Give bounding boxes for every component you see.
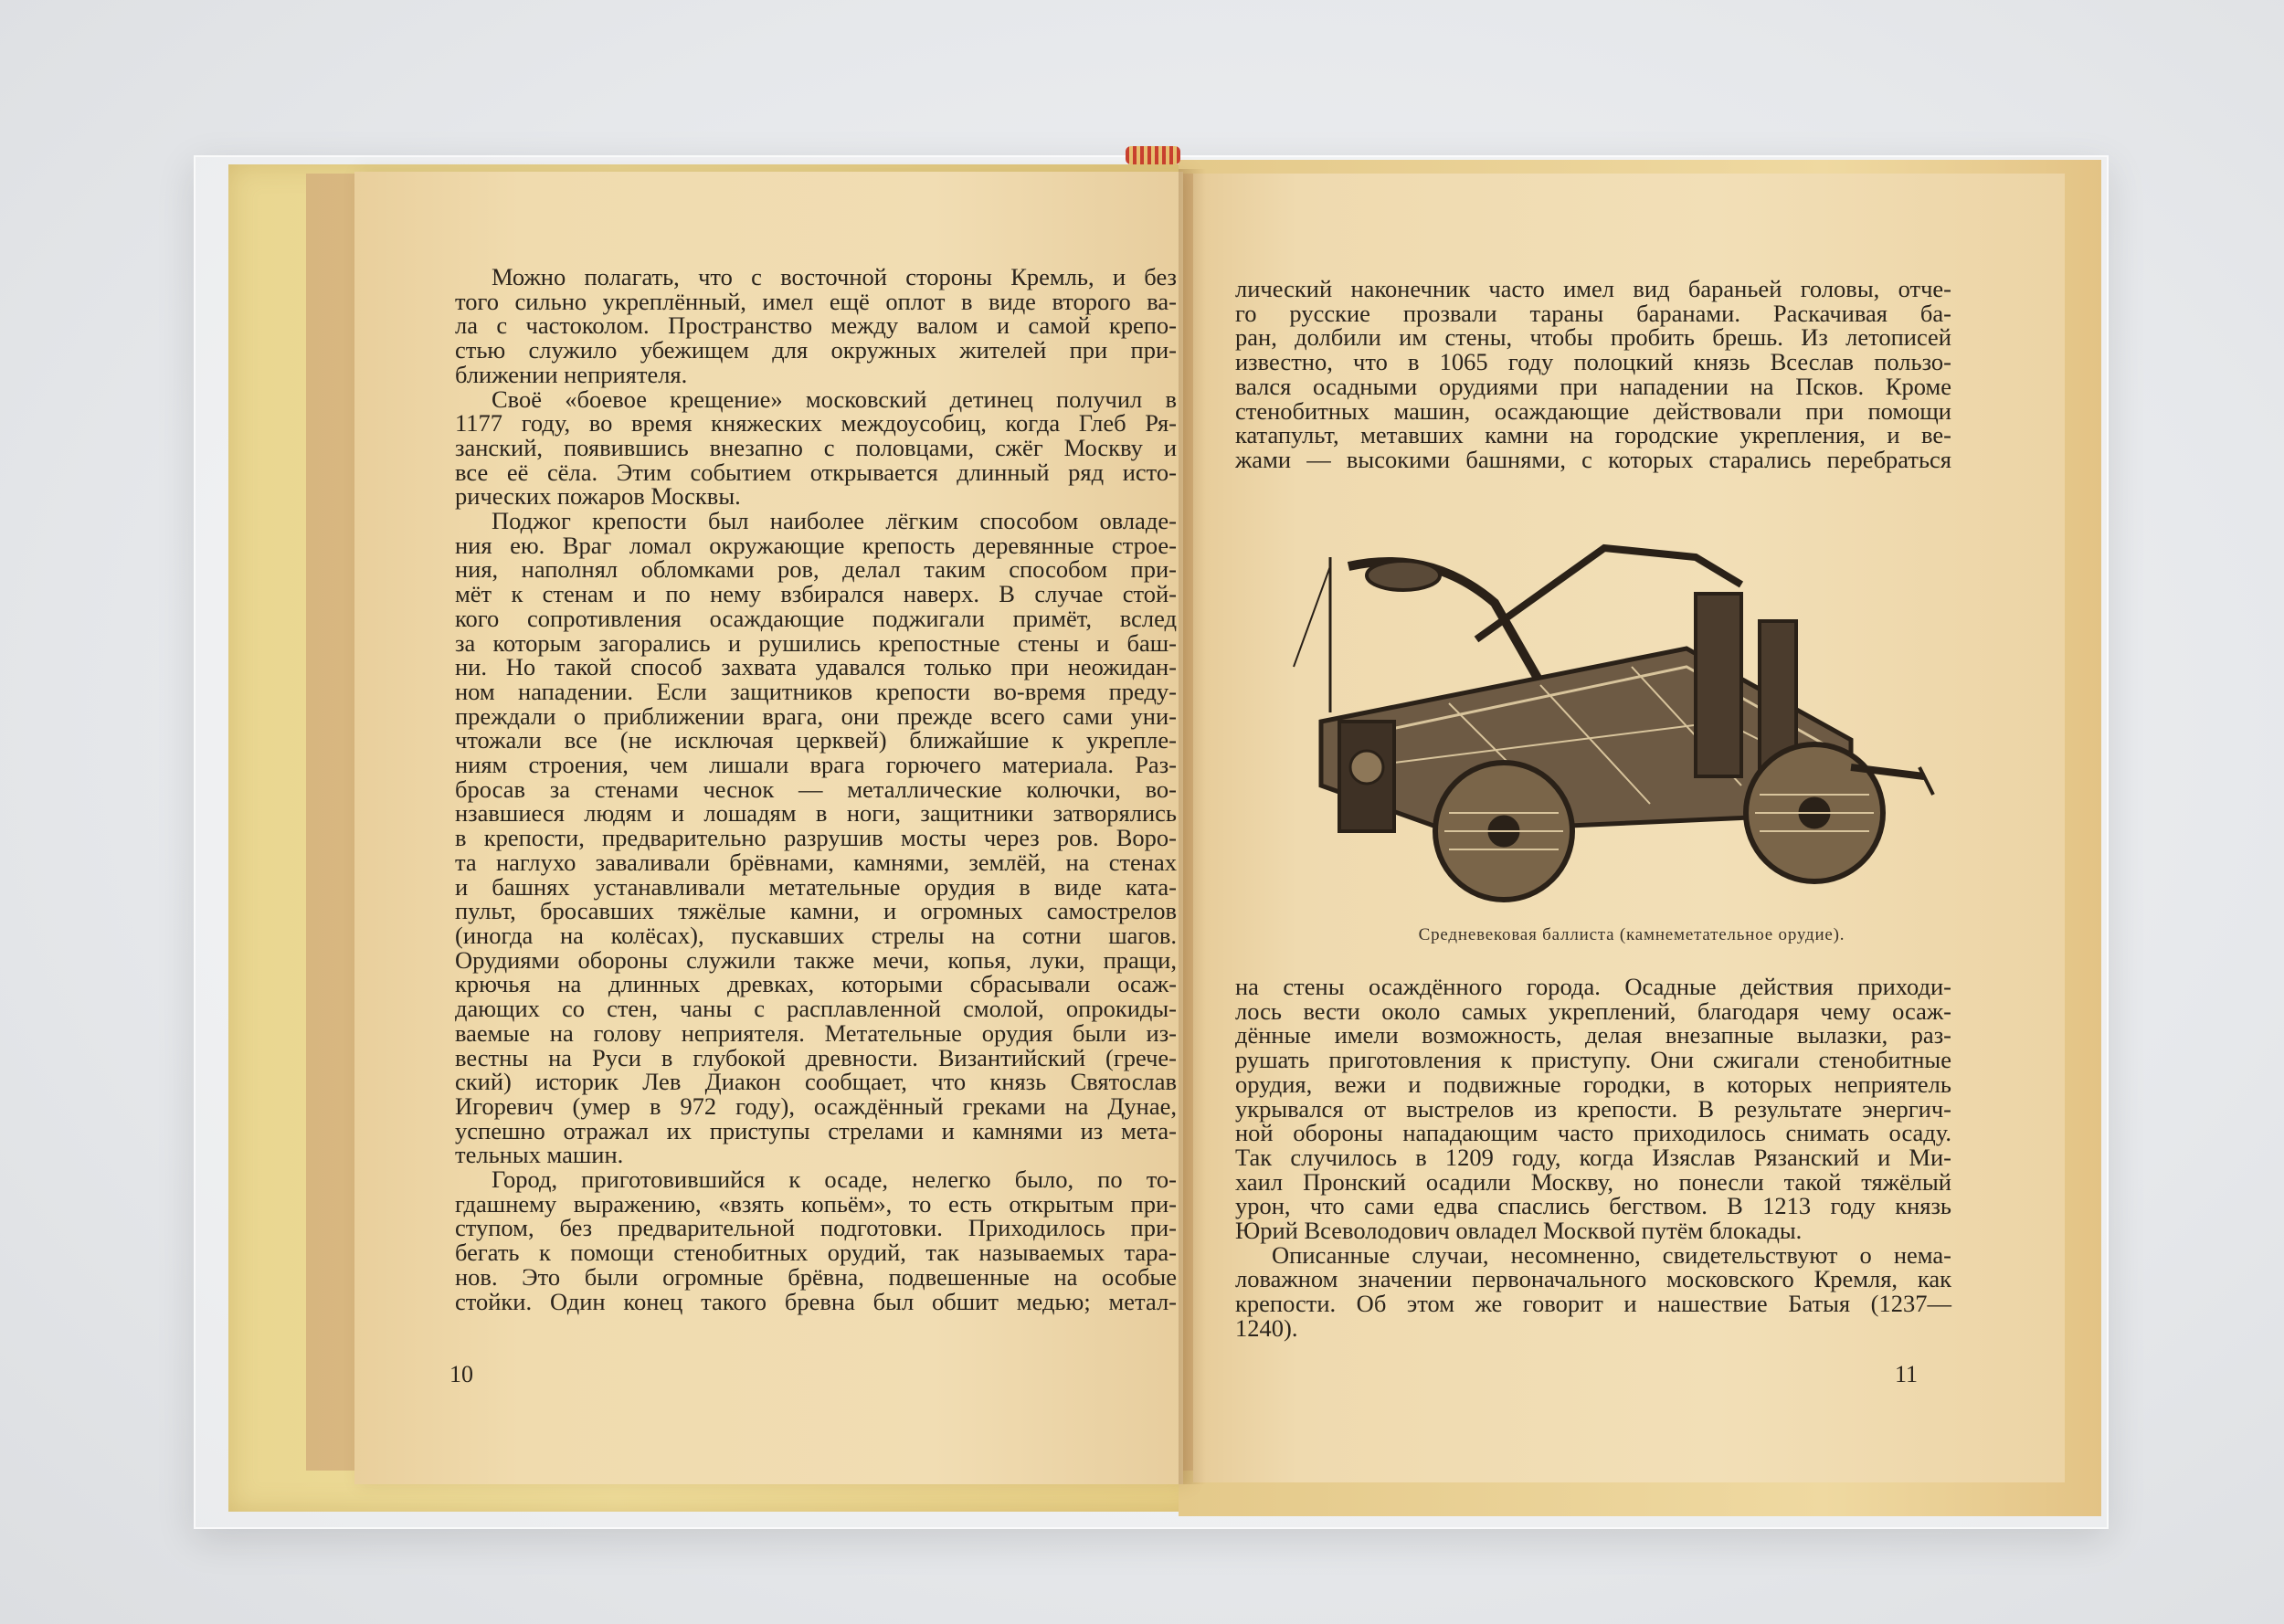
page-number: 11: [1895, 1361, 1919, 1387]
illustration-caption: Средневековая баллиста (камнеметательное орудие).: [1418, 925, 1845, 944]
book-gutter: [1179, 169, 1206, 1484]
text-line: ниям строения, чем лишали врага горючего материала. Раз-: [455, 751, 1177, 779]
text-line: ваемые на голову неприятеля. Метательные орудия были из-: [455, 1018, 1177, 1047]
text-line: пульт, бросавших тяжёлые камни, и огромных самострелов: [455, 897, 1177, 925]
text-line: известно, что в 1065 году полоцкий князь Всеслав пользо-: [1235, 348, 1951, 376]
right-page-text-bottom: [1235, 975, 1951, 1341]
text-line: ла с частоколом. Пространство между валом и самой крепо-: [455, 311, 1177, 340]
text-line: стенобитных машин, осаждающие действовали при помощи: [1235, 396, 1951, 425]
text-line: стью служило убежищем для окружных жителей при при-: [455, 336, 1177, 364]
text-line: крепости. Об этом же говорит и нашествие Батыя (1237—: [1235, 1290, 1951, 1318]
text-line: урон, что сами едва спаслись бегством. В 1213 году князь: [1235, 1192, 1951, 1220]
text-line: занский, появившись внезапно с половцами, сжёг Москву и: [455, 433, 1177, 461]
text-line: Орудиями обороны служили также мечи, копья, луки, пращи,: [455, 945, 1177, 974]
text-line: мёт к стенам и по нему взбирался наверх. В случае стой-: [455, 580, 1177, 608]
ballista-illustration: [1266, 539, 1961, 913]
text-line: рических пожаров Москвы.: [455, 482, 741, 511]
text-line: лось вести около самых укреплений, благодаря чему осаж-: [1235, 997, 1951, 1025]
text-line: Описанные случаи, несомненно, свидетельствуют о нема-: [1272, 1240, 1951, 1269]
right-page-text-top: [1235, 277, 1951, 472]
text-line: нзавшиеся людям и лошадям в ноги, защитники затворялись: [455, 799, 1177, 828]
book-headband: [1126, 146, 1180, 164]
text-line: вестны на Руси в глубокой древности. Византийский (грече-: [455, 1043, 1177, 1071]
text-line: (иногда на колёсах), пускавших стрелы на сотни шагов.: [455, 921, 1177, 949]
text-line: ной обороны нападающим часто приходилось снимать осаду.: [1235, 1119, 1951, 1147]
text-line: ни. Но такой способ захвата удавался только при неожидан-: [455, 653, 1177, 681]
text-line: Своё «боевое крещение» московский детинец получил в: [492, 385, 1177, 413]
text-line: кого сопротивления осаждающие поджигали примёт, вслед: [455, 604, 1177, 632]
text-line: за которым загорались и рушились крепостные стены и баш-: [455, 628, 1177, 657]
text-line: Можно полагать, что с восточной стороны Кремль, и без: [492, 263, 1177, 290]
text-line: Юрий Всеволодович овладел Москвой путём блокады.: [1235, 1217, 1803, 1245]
text-line: нов. Это были огромные брёвна, подвешенные на особые: [455, 1262, 1177, 1291]
page-number: 10: [449, 1361, 473, 1387]
text-line: орудия, вежи и подвижные городки, в которых неприятель: [1235, 1070, 1951, 1098]
text-line: в крепости, предварительно разрушив мосты через ров. Воро-: [455, 824, 1177, 852]
text-line: дающих со стен, чаны с расплавленной смолой, опрокиды-: [455, 995, 1177, 1023]
text-line: Город, приготовившийся к осаде, нелегко было, по то-: [492, 1165, 1177, 1194]
text-line: та наглухо заваливали брёвнами, камнями, землёй, на стенах: [455, 848, 1177, 876]
text-line: того сильно укреплённый, имел ещё оплот в виде второго ва-: [455, 287, 1177, 315]
text-line: ловажном значении первоначального московского Кремля, как: [1235, 1265, 1951, 1293]
text-line: преждали о приближении врага, они прежде всего сами уни-: [455, 701, 1177, 730]
text-line: жами — высокими башнями, с которых старались перебраться: [1235, 445, 1951, 473]
text-line: успешно отражал их приступы стрелами и камнями из мета-: [455, 1116, 1177, 1144]
text-line: ния, наполнял обломками ров, делал таким способом при-: [455, 555, 1177, 584]
left-page: [354, 172, 1183, 1484]
text-line: бросав за стенами чеснок — металлические колючки, во-: [455, 775, 1177, 803]
text-line: и башнях устанавливали метательные орудия в виде ката-: [455, 872, 1177, 901]
text-line: бегать к помощи стенобитных орудий, так называемых тара-: [455, 1239, 1177, 1267]
text-line: ближении неприятеля.: [455, 360, 688, 388]
text-line: ном нападении. Если защитников крепости во-время преду-: [455, 677, 1177, 705]
text-line: дённые имели возможность, делая внезапные вылазки, раз-: [1235, 1021, 1951, 1049]
text-line: ран, долбили им стены, чтобы пробить брешь. Из летописей: [1235, 323, 1951, 352]
text-line: ский) историк Лев Диакон сообщает, что князь Святослав: [455, 1068, 1177, 1096]
text-line: вался осадными орудиями при нападении на Псков. Кроме: [1235, 372, 1951, 400]
text-line: на стены осаждённого города. Осадные действия приходи-: [1235, 973, 1951, 1000]
text-line: 1240).: [1235, 1313, 1298, 1342]
left-page-text: [455, 265, 1177, 1313]
text-line: укрывался от выстрелов из крепости. В результате энергич-: [1235, 1094, 1951, 1123]
text-line: крючья на длинных древках, которыми сбрасывали осаж-: [455, 970, 1177, 998]
text-line: тельных машин.: [455, 1141, 624, 1169]
text-line: Игоревич (умер в 972 году), осаждённый греками на Дунае,: [455, 1091, 1177, 1120]
text-line: ступом, без предварительной подготовки. Приходилось при-: [455, 1214, 1177, 1242]
text-line: чтожали все (не исключая церквей) ближайшие к укрепле-: [455, 726, 1177, 754]
text-line: катапульт, метавших камни на городские укрепления, и ве-: [1235, 421, 1951, 449]
text-line: го русские прозвали тараны баранами. Раскачивая ба-: [1235, 299, 1951, 327]
text-line: 1177 году, во время княжеских междоусобиц, когда Глеб Ря-: [455, 409, 1177, 438]
text-line: стойки. Один конец такого бревна был обшит медью; метал-: [455, 1287, 1177, 1315]
text-line: ния ею. Враг ломал окружающие крепость деревянные строе-: [455, 531, 1177, 559]
text-line: Поджог крепости был наиболее лёгким способом овладе-: [492, 507, 1177, 535]
text-line: лический наконечник часто имел вид бараньей головы, отче-: [1235, 275, 1951, 302]
text-line: гдашнему выражению, «взять копьём», то есть открытым при-: [455, 1189, 1177, 1218]
text-line: все её сёла. Этим событием открывается длинный ряд исто-: [455, 458, 1177, 486]
text-line: рушать приготовления к приступу. Они сжигали стенобитные: [1235, 1046, 1951, 1074]
text-line: хаил Пронский осадили Москву, но понесли такой тяжёлый: [1235, 1167, 1951, 1196]
text-line: Так случилось в 1209 году, когда Изяслав Рязанский и Ми-: [1235, 1143, 1951, 1171]
right-page: [1193, 174, 2065, 1482]
